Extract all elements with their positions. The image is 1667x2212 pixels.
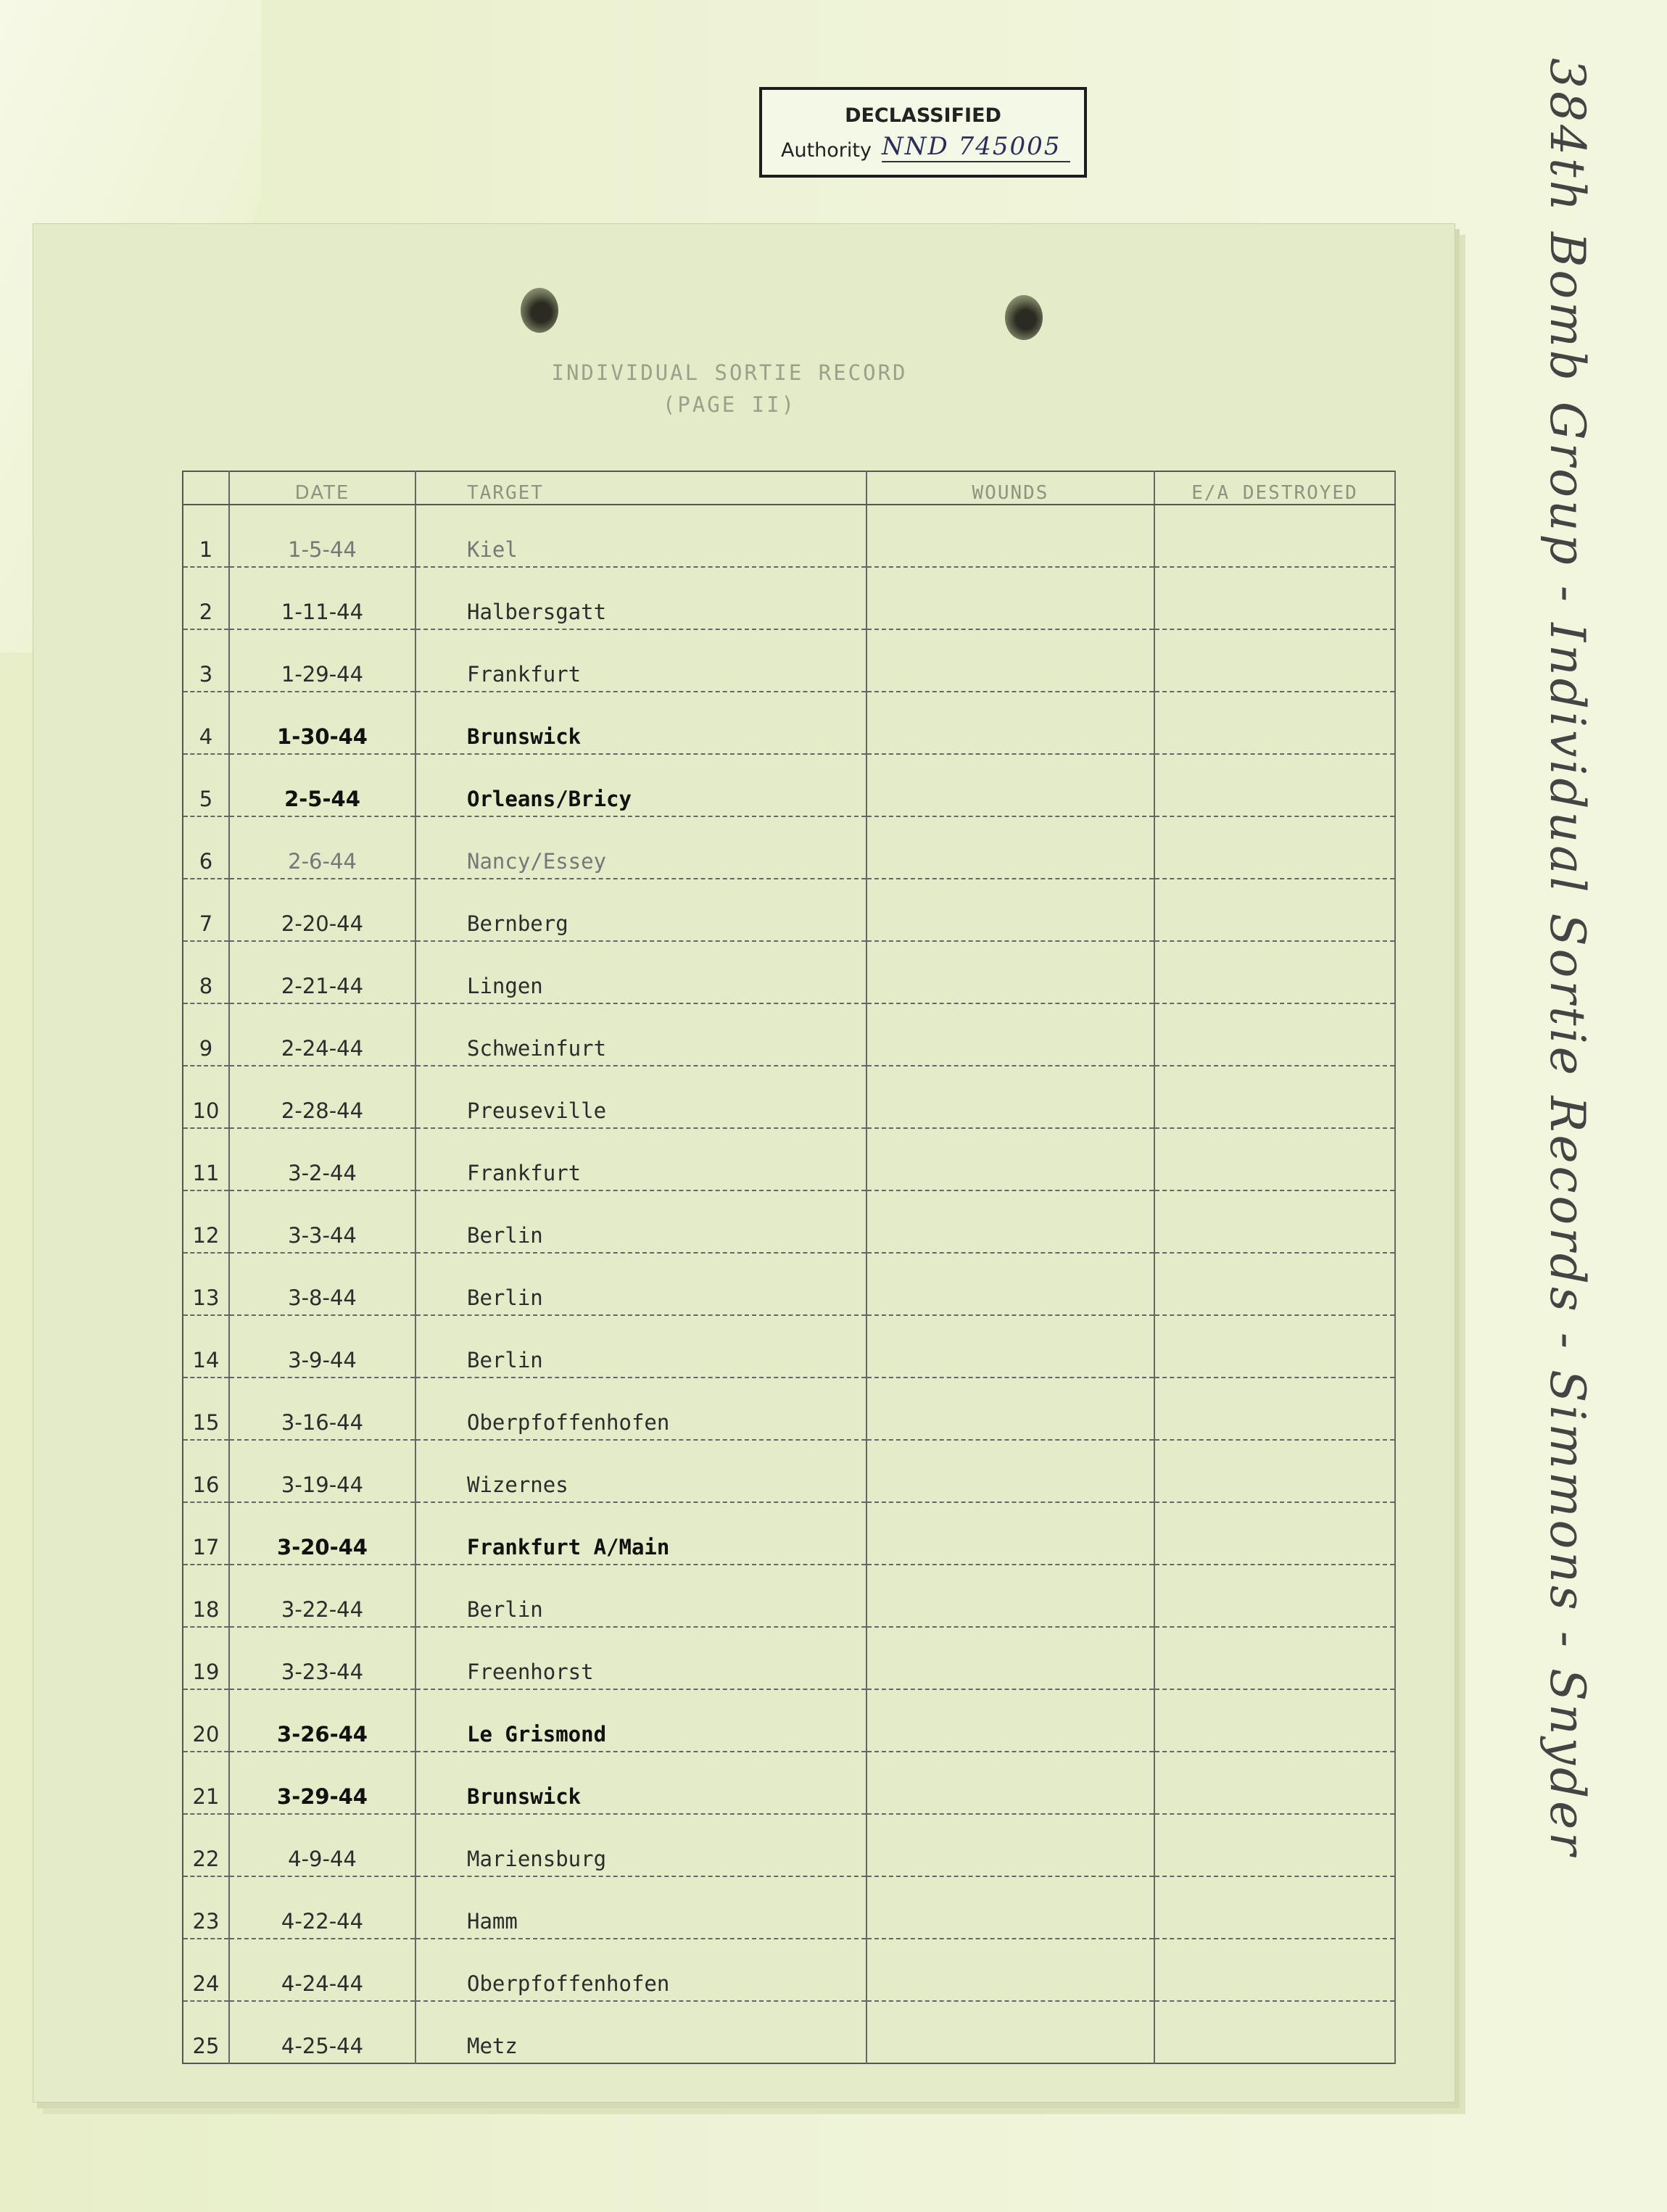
row-target: Berlin [415, 1253, 866, 1315]
col-header-target: TARGET [415, 471, 866, 505]
table-row [183, 567, 1395, 629]
row-ea-destroyed [1154, 879, 1395, 941]
punch-hole-icon [1005, 295, 1043, 340]
row-number: 19 [183, 1627, 229, 1689]
row-date: 2-24-44 [229, 1003, 415, 1066]
row-target: Frankfurt A/Main [415, 1502, 866, 1565]
row-number: 5 [183, 754, 229, 816]
row-date: 3-20-44 [229, 1502, 415, 1565]
row-wounds [866, 1066, 1154, 1128]
row-date: 2-20-44 [229, 879, 415, 941]
row-number: 16 [183, 1440, 229, 1502]
row-date: 3-9-44 [229, 1315, 415, 1378]
row-date: 1-11-44 [229, 567, 415, 629]
table-row [183, 816, 1395, 879]
row-target: Hamm [415, 1876, 866, 1939]
row-target: Brunswick [415, 1752, 866, 1814]
stamp-authority-value: NND 745005 [882, 132, 1070, 162]
row-number: 2 [183, 567, 229, 629]
row-date: 1-29-44 [229, 629, 415, 692]
row-date: 3-2-44 [229, 1128, 415, 1190]
stamp-authority-label: Authority [781, 139, 872, 162]
row-target: Bernberg [415, 879, 866, 941]
table-row [183, 629, 1395, 692]
row-ea-destroyed [1154, 1814, 1395, 1876]
row-date: 4-25-44 [229, 2001, 415, 2063]
row-ea-destroyed [1154, 1066, 1395, 1128]
row-target: Preuseville [415, 1066, 866, 1128]
row-ea-destroyed [1154, 629, 1395, 692]
page-title: INDIVIDUAL SORTIE RECORD [551, 360, 908, 385]
row-wounds [866, 1003, 1154, 1066]
punch-hole-icon [521, 288, 558, 333]
row-date: 3-3-44 [229, 1190, 415, 1253]
declassified-stamp [759, 87, 1087, 178]
row-target: Oberpfoffenhofen [415, 1939, 866, 2001]
row-wounds [866, 1565, 1154, 1627]
row-ea-destroyed [1154, 567, 1395, 629]
row-wounds [866, 1939, 1154, 2001]
row-number: 9 [183, 1003, 229, 1066]
row-number: 12 [183, 1190, 229, 1253]
row-number: 24 [183, 1939, 229, 2001]
row-wounds [866, 1627, 1154, 1689]
row-wounds [866, 1502, 1154, 1565]
table-row [183, 754, 1395, 816]
row-ea-destroyed [1154, 1876, 1395, 1939]
row-number: 14 [183, 1315, 229, 1378]
row-ea-destroyed [1154, 1502, 1395, 1565]
row-ea-destroyed [1154, 1003, 1395, 1066]
row-target: Le Grismond [415, 1689, 866, 1752]
row-target: Nancy/Essey [415, 816, 866, 879]
row-target: Berlin [415, 1565, 866, 1627]
row-wounds [866, 629, 1154, 692]
table-row [183, 1190, 1395, 1253]
row-ea-destroyed [1154, 1315, 1395, 1378]
row-ea-destroyed [1154, 1128, 1395, 1190]
col-header-date: DATE [229, 471, 415, 505]
row-number: 17 [183, 1502, 229, 1565]
row-number: 13 [183, 1253, 229, 1315]
row-wounds [866, 1190, 1154, 1253]
row-target: Berlin [415, 1315, 866, 1378]
row-date: 2-28-44 [229, 1066, 415, 1128]
row-number: 21 [183, 1752, 229, 1814]
row-number: 25 [183, 2001, 229, 2063]
row-wounds [866, 2001, 1154, 2063]
table-row [183, 692, 1395, 754]
handwritten-side-note: 384th Bomb Group - Individual Sortie Records - Simmons - Snyder [1539, 58, 1595, 1858]
row-target: Wizernes [415, 1440, 866, 1502]
row-ea-destroyed [1154, 505, 1395, 567]
row-ea-destroyed [1154, 1190, 1395, 1253]
row-ea-destroyed [1154, 1752, 1395, 1814]
row-wounds [866, 879, 1154, 941]
table-row [183, 1066, 1395, 1128]
row-wounds [866, 1315, 1154, 1378]
row-target: Kiel [415, 505, 866, 567]
row-wounds [866, 1378, 1154, 1440]
row-date: 4-24-44 [229, 1939, 415, 2001]
row-target: Freenhorst [415, 1627, 866, 1689]
table-row [183, 1378, 1395, 1440]
row-wounds [866, 1689, 1154, 1752]
row-ea-destroyed [1154, 1939, 1395, 2001]
table-row [183, 1814, 1395, 1876]
row-wounds [866, 1253, 1154, 1315]
col-header-wounds: WOUNDS [866, 471, 1154, 505]
col-header-ea-destroyed: E/A DESTROYED [1154, 471, 1395, 505]
row-number: 22 [183, 1814, 229, 1876]
row-ea-destroyed [1154, 941, 1395, 1003]
row-target: Lingen [415, 941, 866, 1003]
table-row [183, 1128, 1395, 1190]
col-header-number [183, 471, 229, 505]
row-number: 20 [183, 1689, 229, 1752]
row-date: 2-6-44 [229, 816, 415, 879]
row-date: 3-8-44 [229, 1253, 415, 1315]
row-wounds [866, 1876, 1154, 1939]
stamp-title: DECLASSIFIED [845, 104, 1001, 127]
row-wounds [866, 505, 1154, 567]
row-target: Orleans/Bricy [415, 754, 866, 816]
table-row [183, 1003, 1395, 1066]
table-row [183, 1876, 1395, 1939]
row-ea-destroyed [1154, 1565, 1395, 1627]
row-target: Halbersgatt [415, 567, 866, 629]
sortie-record-page [33, 223, 1455, 2103]
table-row [183, 1689, 1395, 1752]
row-target: Mariensburg [415, 1814, 866, 1876]
row-target: Schweinfurt [415, 1003, 866, 1066]
row-date: 2-21-44 [229, 941, 415, 1003]
table-row [183, 879, 1395, 941]
row-number: 15 [183, 1378, 229, 1440]
row-wounds [866, 816, 1154, 879]
row-target: Frankfurt [415, 629, 866, 692]
row-wounds [866, 941, 1154, 1003]
table-row [183, 1752, 1395, 1814]
table-row [183, 941, 1395, 1003]
row-date: 2-5-44 [229, 754, 415, 816]
row-date: 3-26-44 [229, 1689, 415, 1752]
row-ea-destroyed [1154, 1378, 1395, 1440]
row-wounds [866, 1128, 1154, 1190]
row-date: 3-23-44 [229, 1627, 415, 1689]
row-date: 3-22-44 [229, 1565, 415, 1627]
sortie-table [182, 471, 1396, 2064]
table-row [183, 1440, 1395, 1502]
row-wounds [866, 1752, 1154, 1814]
row-number: 1 [183, 505, 229, 567]
table-row [183, 2001, 1395, 2063]
row-ea-destroyed [1154, 1627, 1395, 1689]
row-ea-destroyed [1154, 1253, 1395, 1315]
table-row [183, 1315, 1395, 1378]
row-number: 10 [183, 1066, 229, 1128]
table-header-row [183, 471, 1395, 505]
row-wounds [866, 692, 1154, 754]
row-date: 3-16-44 [229, 1378, 415, 1440]
table-row [183, 1939, 1395, 2001]
row-wounds [866, 754, 1154, 816]
row-wounds [866, 567, 1154, 629]
row-target: Oberpfoffenhofen [415, 1378, 866, 1440]
table-row [183, 1627, 1395, 1689]
row-date: 4-22-44 [229, 1876, 415, 1939]
row-ea-destroyed [1154, 754, 1395, 816]
row-number: 4 [183, 692, 229, 754]
row-target: Metz [415, 2001, 866, 2063]
row-number: 7 [183, 879, 229, 941]
row-wounds [866, 1440, 1154, 1502]
table-row [183, 505, 1395, 567]
row-ea-destroyed [1154, 816, 1395, 879]
row-ea-destroyed [1154, 2001, 1395, 2063]
row-date: 3-29-44 [229, 1752, 415, 1814]
row-date: 3-19-44 [229, 1440, 415, 1502]
row-ea-destroyed [1154, 1689, 1395, 1752]
row-date: 4-9-44 [229, 1814, 415, 1876]
row-date: 1-5-44 [229, 505, 415, 567]
row-wounds [866, 1814, 1154, 1876]
row-number: 3 [183, 629, 229, 692]
row-number: 18 [183, 1565, 229, 1627]
row-target: Berlin [415, 1190, 866, 1253]
row-target: Frankfurt [415, 1128, 866, 1190]
row-number: 11 [183, 1128, 229, 1190]
row-ea-destroyed [1154, 1440, 1395, 1502]
row-number: 23 [183, 1876, 229, 1939]
row-number: 8 [183, 941, 229, 1003]
table-row [183, 1253, 1395, 1315]
row-ea-destroyed [1154, 692, 1395, 754]
row-number: 6 [183, 816, 229, 879]
page-subtitle: (PAGE II) [662, 392, 797, 417]
table-row [183, 1565, 1395, 1627]
row-target: Brunswick [415, 692, 866, 754]
row-date: 1-30-44 [229, 692, 415, 754]
table-row [183, 1502, 1395, 1565]
